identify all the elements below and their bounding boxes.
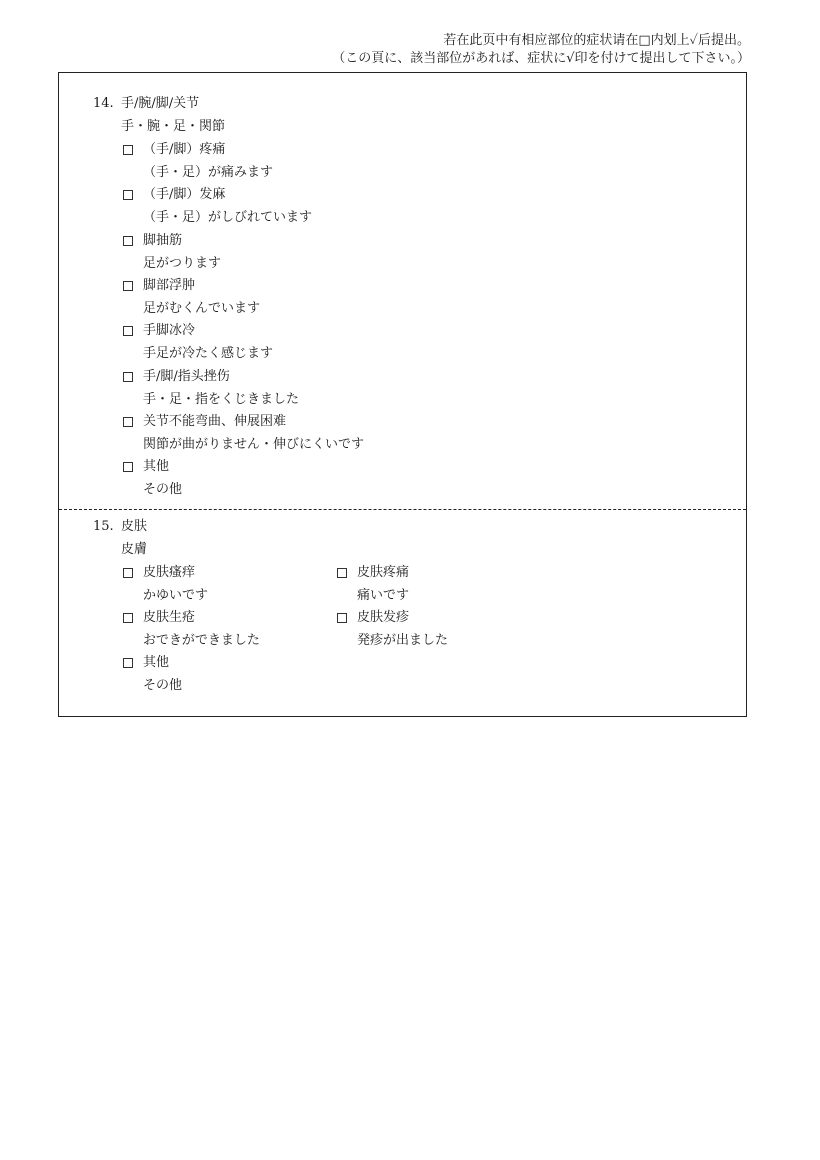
- item-sprain-jp: 手・足・指をくじきました: [143, 392, 300, 407]
- item-leg-cramp-jp: 足がつります: [143, 256, 222, 271]
- item-section-14-other-jp: その他: [143, 482, 183, 497]
- item-hand-foot-pain-cn: （手/脚）疼痛: [143, 142, 226, 157]
- checkbox-joint-stiffness[interactable]: [123, 417, 133, 427]
- item-cold-limbs-cn: 手脚冰冷: [143, 323, 196, 338]
- item-sprain-cn: 手/脚/指头挫伤: [143, 369, 230, 384]
- item-skin-rash-cn: 皮肤发疹: [357, 610, 410, 625]
- checkbox-section-14-other[interactable]: [123, 462, 133, 472]
- item-hand-foot-pain-jp: （手・足）が痛みます: [143, 165, 274, 180]
- checkbox-skin-pain[interactable]: [337, 568, 347, 578]
- section-14-number: 14.: [93, 96, 114, 111]
- item-leg-cramp-cn: 脚抽筋: [143, 233, 183, 248]
- item-cold-limbs-jp: 手足が冷たく感じます: [143, 346, 274, 361]
- item-leg-swelling-cn: 脚部浮肿: [143, 278, 196, 293]
- section-15-number: 15.: [93, 519, 114, 534]
- section-14-title-jp: 手・腕・足・関節: [121, 119, 226, 134]
- item-skin-pain-cn: 皮肤疼痛: [357, 565, 410, 580]
- section-15-title-jp: 皮膚: [121, 542, 148, 557]
- symptom-form-box: [58, 72, 747, 717]
- item-skin-boil-jp: おできができました: [143, 633, 260, 648]
- item-skin-itch-cn: 皮肤瘙痒: [143, 565, 196, 580]
- item-joint-stiffness-cn: 关节不能弯曲、伸展困难: [143, 414, 287, 429]
- section-15-title-cn: 皮肤: [121, 519, 148, 534]
- item-joint-stiffness-jp: 関節が曲がりません・伸びにくいです: [143, 437, 365, 452]
- checkbox-sprain[interactable]: [123, 372, 133, 382]
- item-hand-foot-numb-cn: （手/脚）发麻: [143, 187, 226, 202]
- item-hand-foot-numb-jp: （手・足）がしびれています: [143, 210, 313, 225]
- checkbox-hand-foot-pain[interactable]: [123, 145, 133, 155]
- item-leg-swelling-jp: 足がむくんでいます: [143, 301, 261, 316]
- instruction-header: [332, 32, 750, 68]
- checkbox-skin-boil[interactable]: [123, 613, 133, 623]
- item-skin-rash-jp: 発疹が出ました: [357, 633, 449, 648]
- item-skin-boil-cn: 皮肤生疮: [143, 610, 196, 625]
- instruction-chinese: 若在此页中有相应部位的症状请在□内划上✓后提出。: [443, 33, 750, 48]
- checkbox-skin-rash[interactable]: [337, 613, 347, 623]
- item-skin-itch-jp: かゆいです: [143, 588, 209, 603]
- item-section-15-other-jp: その他: [143, 678, 183, 693]
- section-14-title-cn: 手/腕/脚/关节: [121, 96, 200, 111]
- section-divider: [59, 509, 746, 510]
- item-skin-pain-jp: 痛いです: [357, 588, 410, 603]
- checkbox-leg-swelling[interactable]: [123, 281, 133, 291]
- checkbox-skin-itch[interactable]: [123, 568, 133, 578]
- item-section-15-other-cn: 其他: [143, 655, 170, 670]
- checkbox-section-15-other[interactable]: [123, 658, 133, 668]
- instruction-japanese: （この頁に、該当部位があれば、症状に√印を付けて提出して下さい。）: [332, 51, 750, 66]
- checkbox-hand-foot-numb[interactable]: [123, 190, 133, 200]
- checkbox-cold-limbs[interactable]: [123, 326, 133, 336]
- checkbox-leg-cramp[interactable]: [123, 236, 133, 246]
- item-section-14-other-cn: 其他: [143, 459, 170, 474]
